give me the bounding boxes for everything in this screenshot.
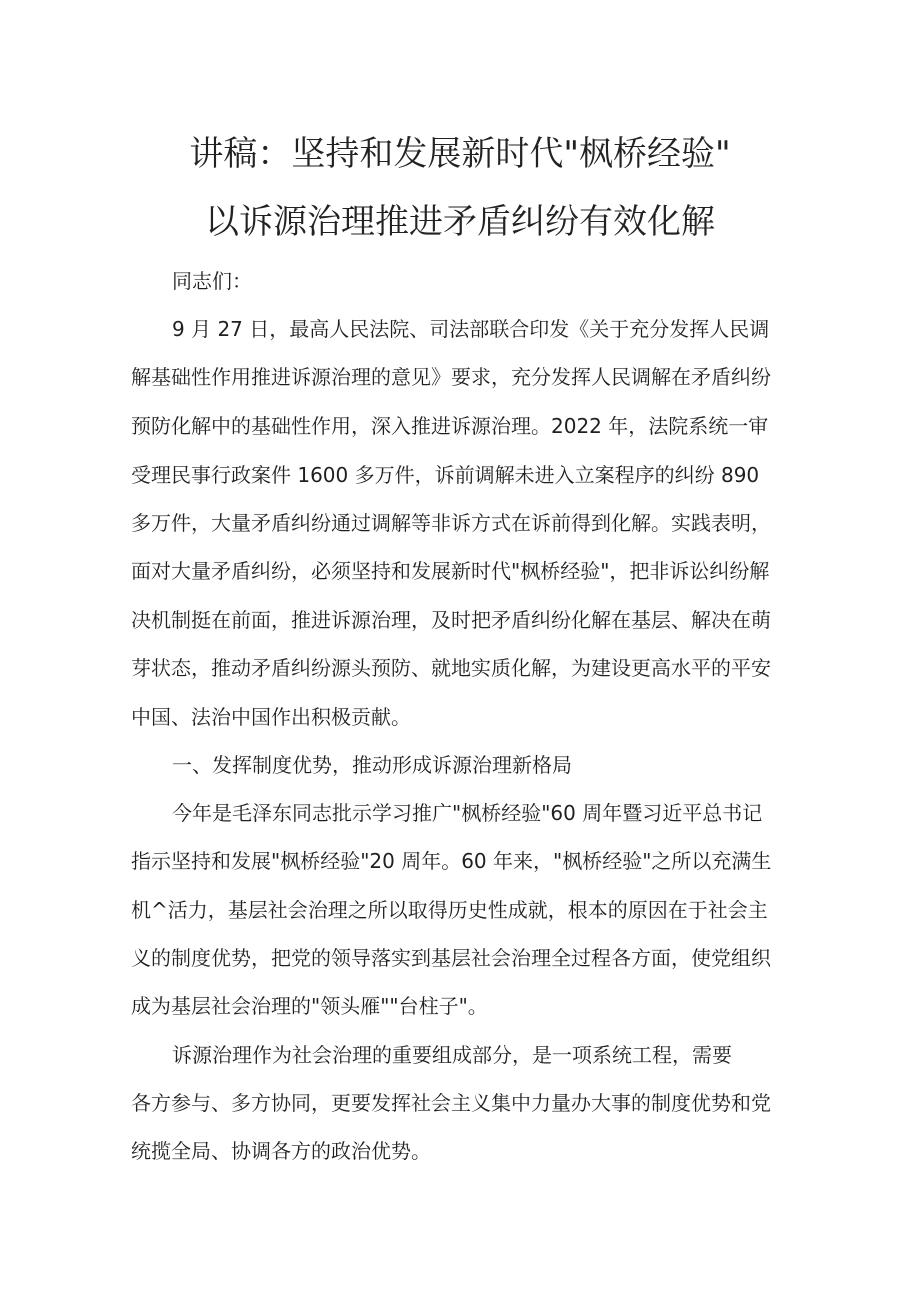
paragraph-line: 决机制挺在前面，推进诉源治理，及时把矛盾纠纷化解在基层、解决在萌	[131, 608, 771, 632]
document-title-line-2: 以诉源治理推进矛盾纠纷有效化解	[205, 202, 715, 242]
paragraph-line: 芽状态，推动矛盾纠纷源头预防、就地实质化解，为建设更高水平的平安	[131, 656, 771, 680]
paragraph-line: 9 月 27 日，最高人民法院、司法部联合印发《关于充分发挥人民调	[172, 317, 770, 341]
paragraph-line: 各方参与、多方协同，更要发挥社会主义集中力量办大事的制度优势和党	[131, 1091, 771, 1115]
section-heading: 一、发挥制度优势，推动形成诉源治理新格局	[172, 753, 572, 777]
paragraph-line: 面对大量矛盾纠纷，必须坚持和发展新时代"枫桥经验"，把非诉讼纠纷解	[131, 559, 770, 583]
paragraph-line: 今年是毛泽东同志批示学习推广"枫桥经验"60 周年暨习近平总书记	[172, 801, 763, 825]
paragraph-line: 多万件，大量矛盾纠纷通过调解等非诉方式在诉前得到化解。实践表明，	[131, 511, 771, 535]
salutation: 同志们：	[172, 269, 252, 293]
paragraph-line: 中国、法治中国作出积极贡献。	[131, 705, 411, 729]
paragraph-line: 指示坚持和发展"枫桥经验"20 周年。60 年来，"枫桥经验"之所以充满生	[131, 849, 772, 873]
paragraph-line: 机^活力，基层社会治理之所以取得历史性成就，根本的原因在于社会主	[131, 898, 768, 922]
document-title-line-1: 讲稿：坚持和发展新时代"枫桥经验"	[189, 134, 731, 174]
paragraph-line: 解基础性作用推进诉源治理的意见》要求，充分发挥人民调解在矛盾纠纷	[131, 365, 771, 389]
paragraph-line: 义的制度优势，把党的领导落实到基层社会治理全过程各方面，使党组织	[131, 946, 771, 970]
paragraph-line: 统揽全局、协调各方的政治优势。	[131, 1139, 431, 1163]
paragraph-line: 成为基层社会治理的"领头雁""台柱子"。	[131, 994, 488, 1018]
paragraph-line: 预防化解中的基础性作用，深入推进诉源治理。2022 年，法院系统一审	[131, 414, 769, 438]
paragraph-line: 诉源治理作为社会治理的重要组成部分，是一项系统工程，需要	[172, 1043, 732, 1067]
paragraph-line: 受理民事行政案件 1600 多万件，诉前调解未进入立案程序的纠纷 890	[131, 463, 760, 487]
